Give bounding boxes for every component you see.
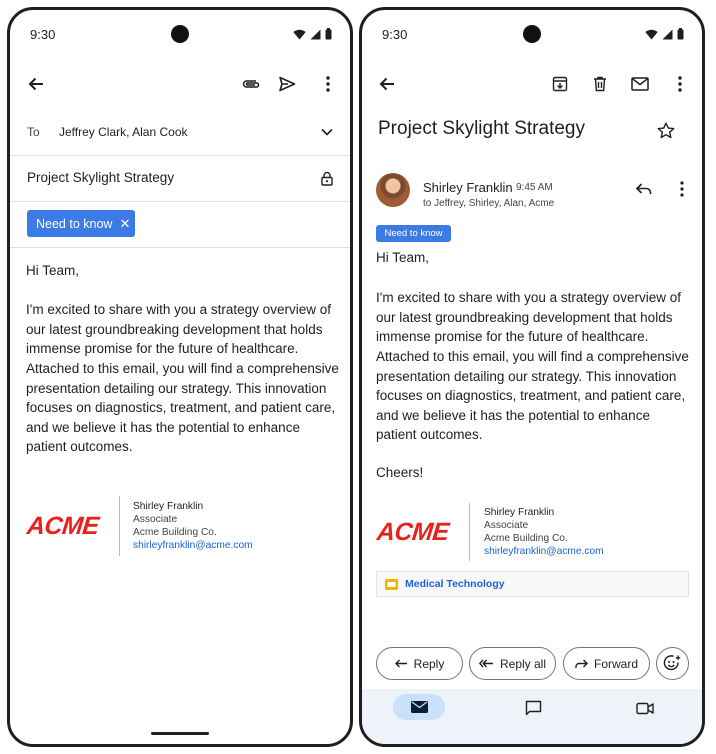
sent-time: 9:45 AM (516, 182, 553, 193)
status-bar (362, 10, 702, 60)
status-time: 9:30 (382, 27, 408, 42)
more-vert-icon[interactable] (668, 72, 692, 96)
greeting: Hi Team, (26, 263, 80, 278)
chevron-down-icon[interactable] (318, 123, 336, 141)
add-reaction-button[interactable] (656, 647, 689, 680)
send-icon[interactable] (275, 72, 299, 96)
forward-icon (575, 659, 588, 669)
signal-icon (662, 29, 673, 40)
body-line: presentation detailing our strategy. This innovation (26, 380, 327, 396)
signature-company: Acme Building Co. (484, 533, 568, 544)
signature-title: Associate (133, 513, 178, 525)
signal-icon (310, 29, 321, 40)
body-line: I'm excited to share with you a strategy overview of (26, 302, 331, 318)
acme-logo: ACME (25, 511, 101, 540)
need-to-know-chip[interactable] (27, 210, 135, 237)
battery-icon (677, 28, 684, 40)
body-line: patient outcomes. (376, 427, 483, 443)
signature-name: Shirley Franklin (133, 500, 204, 512)
forward-label: Forward (593, 656, 638, 671)
signature-email-link[interactable]: shirleyfranklin@acme.com (133, 540, 253, 552)
body-line: immense promise for the future of healthcare. (26, 341, 299, 357)
compose-screen (7, 7, 353, 747)
signature-email-link[interactable]: shirleyfranklin@acme.com (484, 546, 604, 558)
signature-divider (119, 496, 120, 556)
sender-name[interactable]: Shirley Franklin (423, 180, 513, 195)
reply-icon[interactable] (632, 178, 656, 200)
more-vert-icon[interactable] (316, 72, 340, 96)
body-line: presentation detailing our strategy. This innovation (376, 368, 677, 384)
delete-icon[interactable] (588, 72, 612, 96)
divider (10, 201, 350, 202)
body-line: immense promise for the future of healthcare. (376, 329, 649, 345)
attachment-name: Medical Technology (405, 578, 505, 590)
slides-icon (385, 579, 398, 590)
lock-icon[interactable] (319, 169, 335, 187)
body-line: our latest groundbreaking development that holds (376, 309, 673, 325)
battery-icon (325, 28, 332, 40)
signature-title: Associate (484, 519, 529, 531)
body-line: and we believe it has the potential to enhance (26, 419, 300, 435)
body-line: focuses on diagnostics, treatment, and patient care, (376, 388, 686, 404)
nav-item-mail[interactable] (393, 694, 445, 720)
acme-logo: ACME (375, 517, 451, 546)
mail-icon (411, 701, 428, 713)
body-line: our latest groundbreaking development that holds (26, 321, 323, 337)
reply-all-icon (479, 659, 494, 669)
signature-name: Shirley Franklin (484, 506, 555, 518)
status-bar (10, 10, 350, 60)
nav-item-chat[interactable] (521, 697, 545, 719)
closing: Cheers! (376, 464, 424, 480)
recipients-summary[interactable]: to Jeffrey, Shirley, Alan, Acme (423, 198, 555, 209)
signature-details (133, 500, 253, 553)
status-icons (293, 28, 332, 40)
chat-icon (525, 700, 542, 716)
body-line: Attached to this email, you will find a comprehensive (26, 360, 339, 376)
subject-field[interactable]: Project Skylight Strategy (27, 170, 175, 185)
to-label: To (27, 125, 40, 139)
reply-label: Reply (413, 656, 445, 671)
wifi-icon (645, 29, 658, 40)
email-signature (377, 503, 604, 561)
email-body (376, 248, 689, 483)
gesture-bar (151, 732, 209, 735)
bottom-navigation (362, 689, 702, 744)
reply-button[interactable] (376, 647, 463, 680)
body-line: I'm excited to share with you a strategy overview of (376, 290, 681, 306)
more-vert-icon[interactable] (670, 178, 694, 200)
attach-icon[interactable] (239, 72, 263, 96)
compose-app-bar (10, 66, 350, 102)
need-to-know-label: Need to know (376, 225, 451, 242)
read-screen (359, 7, 705, 747)
divider (10, 247, 350, 248)
signature-company: Acme Building Co. (133, 527, 217, 538)
video-icon (636, 702, 654, 715)
add-emoji-icon (663, 654, 682, 673)
nav-item-meet[interactable] (633, 697, 657, 719)
email-body-editor[interactable] (26, 261, 339, 457)
wifi-icon (293, 29, 306, 40)
camera-cutout (171, 25, 189, 43)
signature-divider (469, 503, 470, 561)
sender-avatar[interactable] (376, 173, 410, 207)
body-line: and we believe it has the potential to enhance (376, 407, 650, 423)
forward-button[interactable] (563, 647, 650, 680)
star-icon[interactable] (654, 119, 678, 141)
greeting: Hi Team, (376, 250, 430, 265)
body-line: Attached to this email, you will find a comprehensive (376, 348, 689, 364)
status-time: 9:30 (30, 27, 56, 42)
email-signature (27, 496, 253, 556)
to-recipients-field[interactable]: Jeffrey Clark, Alan Cook (59, 125, 188, 139)
reply-all-button[interactable] (469, 647, 556, 680)
mark-unread-icon[interactable] (628, 72, 652, 96)
body-line: focuses on diagnostics, treatment, and patient care, (26, 400, 336, 416)
signature-details (484, 506, 604, 559)
attachment-chip[interactable] (376, 571, 689, 597)
close-icon[interactable]: ✕ (119, 215, 131, 231)
archive-icon[interactable] (548, 72, 572, 96)
reply-all-label: Reply all (499, 656, 547, 671)
status-icons (645, 28, 684, 40)
chip-label: Need to know (36, 216, 113, 231)
back-arrow-icon[interactable] (375, 72, 399, 96)
body-line: patient outcomes. (26, 439, 133, 455)
divider (10, 155, 350, 156)
reply-icon (395, 659, 408, 669)
camera-cutout (523, 25, 541, 43)
back-arrow-icon[interactable] (24, 72, 48, 96)
read-app-bar (362, 66, 702, 102)
email-subject: Project Skylight Strategy (378, 118, 585, 139)
